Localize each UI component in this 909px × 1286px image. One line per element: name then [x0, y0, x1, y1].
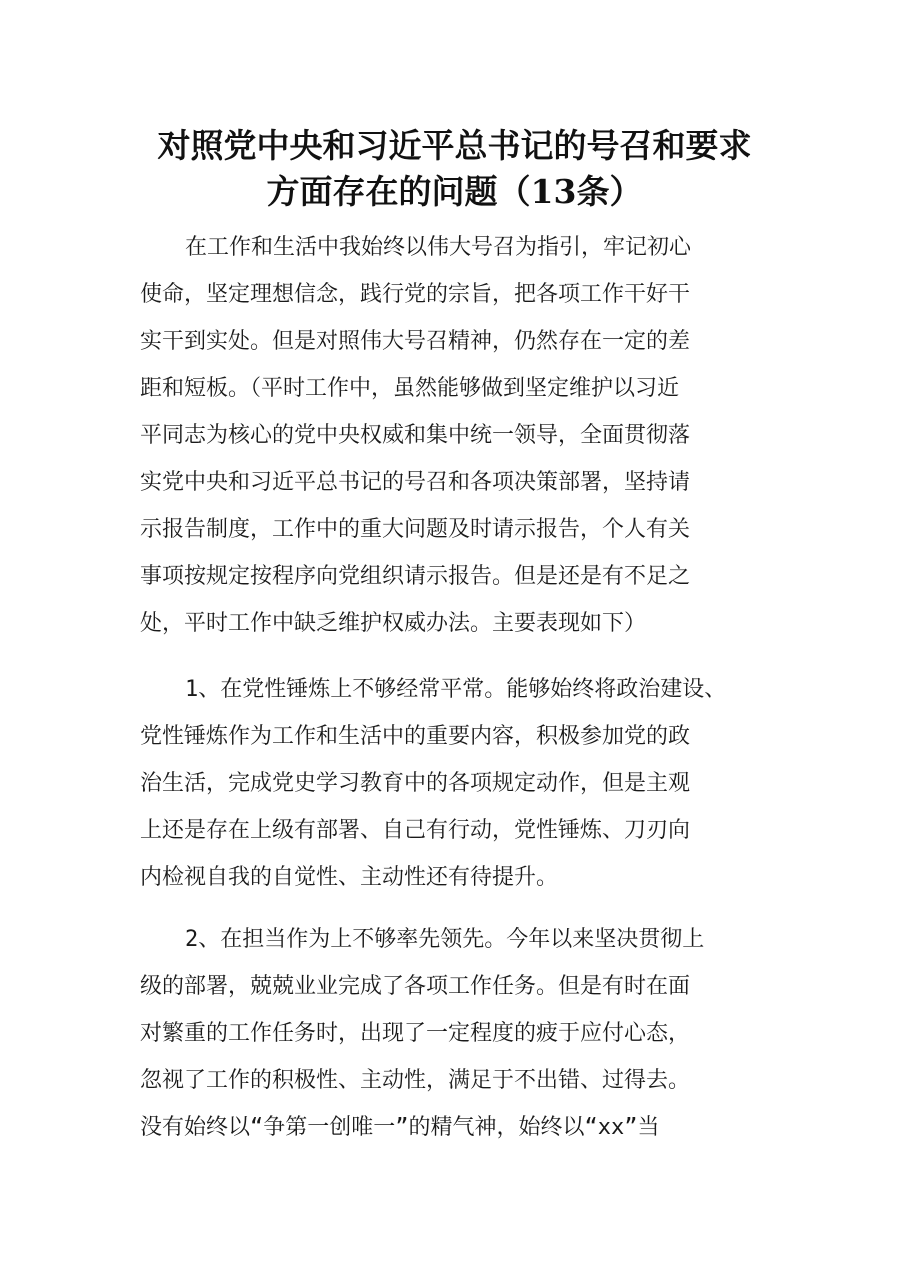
paragraph-line: 治生活，完成党史学习教育中的各项规定动作，但是主观: [140, 771, 691, 796]
paragraph-line: 实党中央和习近平总书记的号召和各项决策部署，坚持请: [140, 470, 691, 495]
paragraph-line: 对繁重的工作任务时，出现了一定程度的疲于应付心态，: [140, 1021, 691, 1046]
paragraph-line: 忽视了工作的积极性、主动性，满足于不出错、过得去。: [140, 1068, 691, 1093]
paragraph-line: 使命，坚定理想信念，践行党的宗旨，把各项工作干好干: [140, 282, 691, 307]
document-title-line-2: 方面存在的问题（13条）: [266, 172, 643, 211]
paragraph-line: 在工作和生活中我始终以伟大号召为指引，牢记初心: [185, 235, 692, 260]
paragraph-line: 距和短板。（平时工作中，虽然能够做到坚定维护以习近: [140, 376, 680, 401]
paragraph-line: 事项按规定按程序向党组织请示报告。但是还是有不足之: [140, 564, 691, 589]
paragraph-line: 处，平时工作中缺乏维护权威办法。主要表现如下）: [140, 611, 647, 636]
paragraph-line: 内检视自我的自觉性、主动性还有待提升。: [140, 865, 559, 890]
paragraph-line: 平同志为核心的党中央权威和集中统一领导，全面贯彻落: [140, 423, 691, 448]
paragraph-line: 没有始终以“争第一创唯一”的精气神，始终以“xx”当: [140, 1115, 660, 1140]
paragraph-line: 1、在党性锤炼上不够经常平常。能够始终将政治建设、: [185, 677, 727, 702]
paragraph-line: 级的部署，兢兢业业完成了各项工作任务。但是有时在面: [140, 974, 691, 999]
paragraph-line: 上还是存在上级有部署、自己有行动，党性锤炼、刀刃向: [140, 818, 691, 843]
paragraph-line: 党性锤炼作为工作和生活中的重要内容，积极参加党的政: [140, 724, 691, 749]
document-title-line-1: 对照党中央和习近平总书记的号召和要求: [157, 126, 752, 165]
paragraph-line: 示报告制度，工作中的重大问题及时请示报告，个人有关: [140, 517, 691, 542]
paragraph-line: 2、在担当作为上不够率先领先。今年以来坚决贯彻上: [185, 927, 705, 952]
paragraph-line: 实干到实处。但是对照伟大号召精神，仍然存在一定的差: [140, 329, 691, 354]
